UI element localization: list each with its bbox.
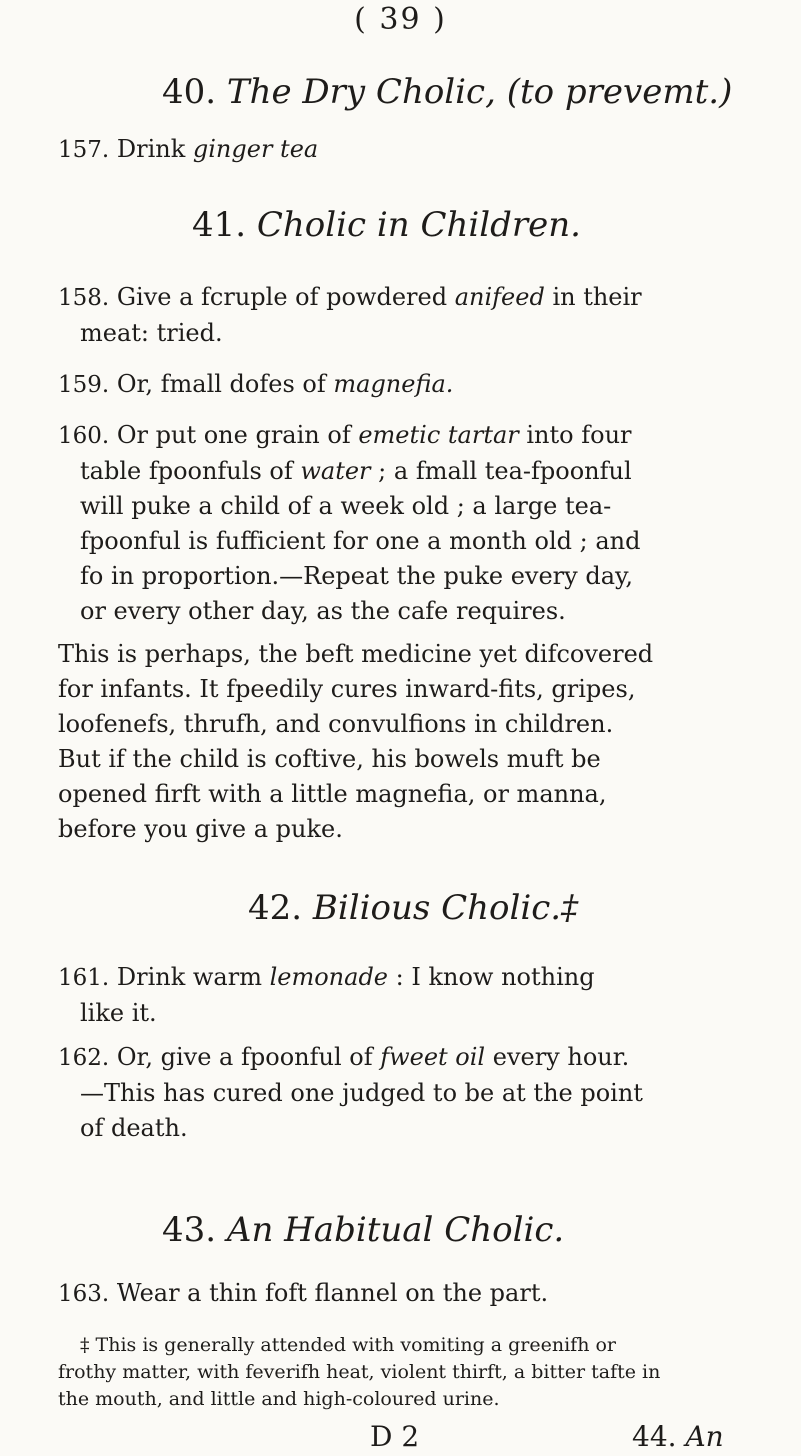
heading-number: 42.: [248, 888, 303, 928]
entry-number: 160.: [58, 423, 110, 449]
entry-162: [58, 1040, 643, 1146]
entry-161: [58, 960, 595, 1031]
section-heading-41: [192, 205, 581, 245]
entry-159: [58, 367, 453, 403]
heading-number: 40.: [162, 72, 217, 112]
entry-text: Or put one grain of emetic tartar into four: [116, 421, 632, 449]
catchword-word: An: [685, 1420, 724, 1453]
entry-number: 163.: [58, 1281, 110, 1307]
entry-text: fo in proportion.—Repeat the puke every day,: [80, 562, 633, 590]
section-heading-40: [162, 72, 732, 112]
paragraph-line: loofenefs, thrufh, and convulfions in children.: [58, 710, 614, 738]
entry-text: Drink warm lemonade : I know nothing: [116, 963, 595, 991]
entry-number: 159.: [58, 372, 110, 398]
footnote-line: ‡ This is generally attended with vomiting a greenifh or: [80, 1334, 617, 1356]
footnote: [58, 1332, 793, 1413]
entry-text: Give a fcruple of powdered anifeed in their: [116, 283, 642, 311]
entry-number: 162.: [58, 1045, 110, 1071]
signature-mark: D 2: [370, 1420, 420, 1453]
entry-text: like it.: [80, 999, 157, 1027]
entry-text: fpoonful is fufficient for one a month old ; and: [80, 527, 641, 555]
entry-text: meat: tried.: [80, 319, 223, 347]
heading-title: An Habitual Cholic.: [226, 1210, 565, 1250]
catchword: [632, 1420, 724, 1453]
heading-number: 41.: [192, 205, 247, 245]
entry-text: Or, give a fpoonful of fweet oil every hour.: [116, 1043, 630, 1071]
entry-number: 158.: [58, 285, 110, 311]
page-number: ( 39 ): [354, 2, 447, 37]
entry-number: 157.: [58, 137, 110, 163]
entry-160: [58, 418, 640, 629]
entry-158: [58, 280, 642, 351]
commentary-paragraph: [58, 637, 653, 847]
entry-text: will puke a child of a week old ; a large tea-: [80, 492, 612, 520]
entry-157: [58, 132, 318, 168]
footnote-line: frothy matter, with feverifh heat, violent thirft, a bitter tafte in: [58, 1361, 661, 1383]
heading-title: Bilious Cholic.‡: [312, 888, 579, 928]
paragraph-line: But if the child is coftive, his bowels muft be: [58, 745, 601, 773]
heading-title: Cholic in Children.: [256, 205, 581, 245]
entry-text: or every other day, as the cafe requires.: [80, 597, 566, 625]
heading-title: The Dry Cholic, (to prevemt.): [226, 72, 733, 112]
section-heading-42: [248, 888, 578, 928]
entry-text: of death.: [80, 1114, 188, 1142]
footnote-line: the mouth, and little and high-coloured urine.: [58, 1388, 500, 1410]
entry-text: Wear a thin foft flannel on the part.: [116, 1279, 549, 1307]
entry-text: —This has cured one judged to be at the point: [80, 1079, 643, 1107]
paragraph-line: This is perhaps, the beft medicine yet difcovered: [58, 640, 654, 668]
entry-text: table fpoonfuls of water ; a fmall tea-fpoonful: [80, 457, 632, 485]
catchword-number: 44.: [632, 1420, 677, 1453]
paragraph-line: opened firft with a little magnefia, or manna,: [58, 780, 607, 808]
section-heading-43: [162, 1210, 564, 1250]
entry-number: 161.: [58, 965, 110, 991]
entry-163: [58, 1276, 548, 1312]
heading-number: 43.: [162, 1210, 217, 1250]
entry-text: Drink ginger tea: [116, 135, 319, 163]
paragraph-line: before you give a puke.: [58, 815, 343, 843]
entry-text: Or, fmall dofes of magnefia.: [116, 370, 454, 398]
paragraph-line: for infants. It fpeedily cures inward-fits, gripes,: [58, 675, 636, 703]
